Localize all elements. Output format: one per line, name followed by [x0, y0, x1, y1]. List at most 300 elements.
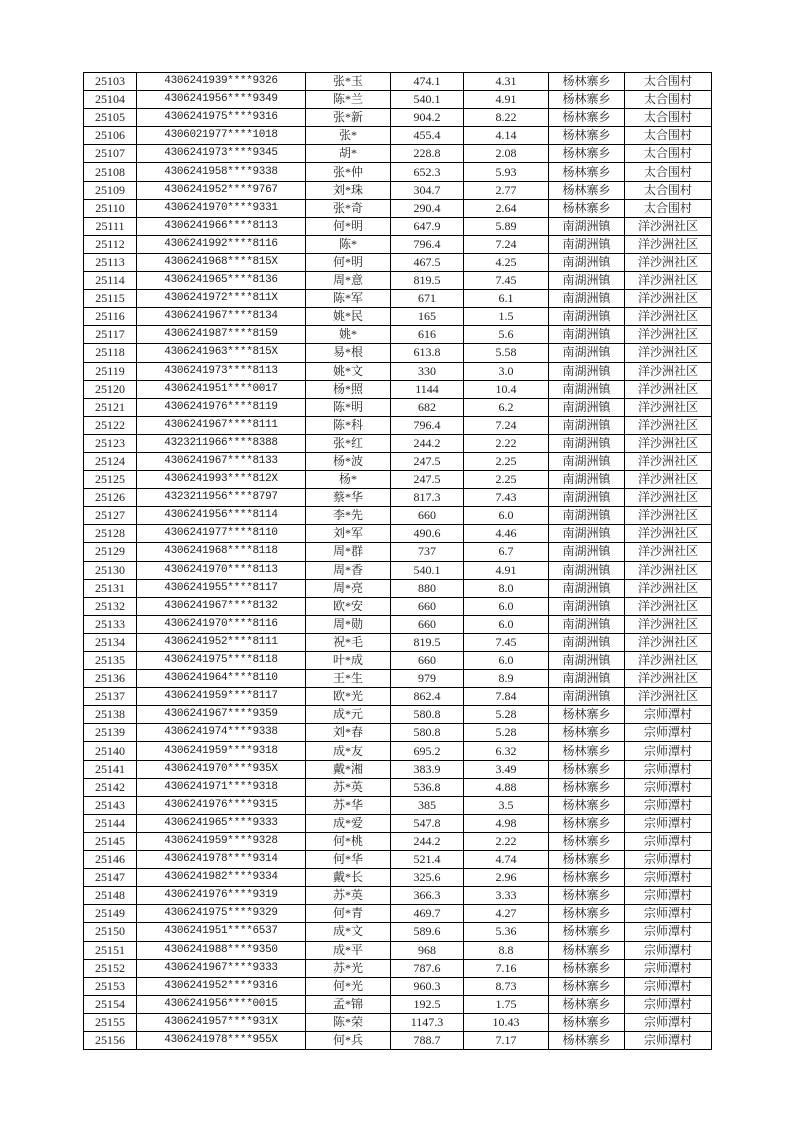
- cell-row-number: 25138: [84, 706, 137, 724]
- cell-village: 洋沙洲社区: [625, 290, 712, 308]
- table-row: [84, 995, 712, 1013]
- cell-township: 杨林寨乡: [549, 941, 625, 959]
- cell-row-number: 25121: [84, 398, 137, 416]
- cell-id-number: 4306241964****8110: [137, 670, 306, 688]
- cell-row-number: 25140: [84, 742, 137, 760]
- cell-area: 455.4: [391, 127, 464, 145]
- table-row: [84, 887, 712, 905]
- table-row: [84, 579, 712, 597]
- cell-id-number: 4306241976****9319: [137, 887, 306, 905]
- cell-village: 洋沙洲社区: [625, 272, 712, 290]
- cell-area: 540.1: [391, 561, 464, 579]
- cell-name: 姚*文: [306, 362, 391, 380]
- cell-area: 383.9: [391, 760, 464, 778]
- cell-village: 洋沙洲社区: [625, 434, 712, 452]
- cell-amount: 6.0: [464, 597, 549, 615]
- cell-name: 张*仲: [306, 163, 391, 181]
- cell-id-number: 4306241976****9315: [137, 796, 306, 814]
- cell-row-number: 25112: [84, 235, 137, 253]
- records-table-body: [84, 73, 712, 1050]
- cell-village: 太合围村: [625, 127, 712, 145]
- cell-name: 周*群: [306, 543, 391, 561]
- cell-row-number: 25126: [84, 489, 137, 507]
- cell-township: 杨林寨乡: [549, 73, 625, 91]
- cell-village: 太合围村: [625, 163, 712, 181]
- table-row: [84, 1013, 712, 1031]
- cell-row-number: 25108: [84, 163, 137, 181]
- cell-name: 姚*: [306, 326, 391, 344]
- cell-name: 张*红: [306, 434, 391, 452]
- cell-id-number: 4306241988****9350: [137, 941, 306, 959]
- table-row: [84, 380, 712, 398]
- cell-row-number: 25111: [84, 217, 137, 235]
- cell-amount: 6.7: [464, 543, 549, 561]
- cell-row-number: 25144: [84, 814, 137, 832]
- cell-name: 陈*: [306, 235, 391, 253]
- cell-township: 杨林寨乡: [549, 1013, 625, 1031]
- cell-row-number: 25137: [84, 688, 137, 706]
- table-row: [84, 344, 712, 362]
- cell-id-number: 4306241959****9328: [137, 832, 306, 850]
- cell-township: 南湖洲镇: [549, 688, 625, 706]
- cell-name: 成*爱: [306, 814, 391, 832]
- cell-village: 洋沙洲社区: [625, 344, 712, 362]
- cell-row-number: 25154: [84, 995, 137, 1013]
- cell-village: 洋沙洲社区: [625, 380, 712, 398]
- cell-township: 南湖洲镇: [549, 633, 625, 651]
- cell-row-number: 25110: [84, 199, 137, 217]
- cell-name: 欧*光: [306, 688, 391, 706]
- cell-name: 刘*珠: [306, 181, 391, 199]
- cell-row-number: 25129: [84, 543, 137, 561]
- cell-id-number: 4306241956****9349: [137, 91, 306, 109]
- cell-name: 何*光: [306, 977, 391, 995]
- cell-name: 戴*长: [306, 869, 391, 887]
- cell-name: 何*兵: [306, 1031, 391, 1049]
- cell-township: 杨林寨乡: [549, 869, 625, 887]
- cell-id-number: 4306241975****8118: [137, 652, 306, 670]
- cell-village: 洋沙洲社区: [625, 452, 712, 470]
- cell-village: 宗师潭村: [625, 923, 712, 941]
- cell-village: 洋沙洲社区: [625, 471, 712, 489]
- cell-amount: 5.58: [464, 344, 549, 362]
- cell-id-number: 4306241970****935X: [137, 760, 306, 778]
- cell-amount: 5.93: [464, 163, 549, 181]
- table-row: [84, 416, 712, 434]
- cell-area: 695.2: [391, 742, 464, 760]
- cell-amount: 6.2: [464, 398, 549, 416]
- cell-amount: 2.22: [464, 434, 549, 452]
- cell-amount: 7.43: [464, 489, 549, 507]
- cell-id-number: 4306241957****931X: [137, 1013, 306, 1031]
- cell-township: 南湖洲镇: [549, 489, 625, 507]
- cell-amount: 4.98: [464, 814, 549, 832]
- cell-area: 469.7: [391, 905, 464, 923]
- cell-row-number: 25155: [84, 1013, 137, 1031]
- cell-id-number: 4306241978****9314: [137, 851, 306, 869]
- cell-row-number: 25103: [84, 73, 137, 91]
- cell-village: 洋沙洲社区: [625, 362, 712, 380]
- cell-name: 杨*照: [306, 380, 391, 398]
- cell-id-number: 4306241956****8114: [137, 507, 306, 525]
- cell-area: 521.4: [391, 851, 464, 869]
- cell-amount: 3.33: [464, 887, 549, 905]
- cell-area: 616: [391, 326, 464, 344]
- cell-township: 南湖洲镇: [549, 579, 625, 597]
- table-row: [84, 905, 712, 923]
- cell-id-number: 4306241965****8136: [137, 272, 306, 290]
- cell-amount: 7.24: [464, 416, 549, 434]
- cell-area: 304.7: [391, 181, 464, 199]
- cell-amount: 3.0: [464, 362, 549, 380]
- cell-id-number: 4306241952****9316: [137, 977, 306, 995]
- cell-amount: 5.36: [464, 923, 549, 941]
- cell-village: 宗师潭村: [625, 724, 712, 742]
- cell-row-number: 25120: [84, 380, 137, 398]
- cell-amount: 4.14: [464, 127, 549, 145]
- cell-area: 247.5: [391, 452, 464, 470]
- cell-township: 南湖洲镇: [549, 525, 625, 543]
- table-row: [84, 73, 712, 91]
- table-row: [84, 941, 712, 959]
- cell-id-number: 4306241970****8116: [137, 615, 306, 633]
- cell-area: 165: [391, 308, 464, 326]
- cell-area: 819.5: [391, 272, 464, 290]
- cell-village: 宗师潭村: [625, 995, 712, 1013]
- cell-township: 杨林寨乡: [549, 995, 625, 1013]
- cell-village: 宗师潭村: [625, 814, 712, 832]
- cell-id-number: 4306241975****9316: [137, 109, 306, 127]
- cell-row-number: 25118: [84, 344, 137, 362]
- table-row: [84, 434, 712, 452]
- cell-township: 南湖洲镇: [549, 308, 625, 326]
- cell-township: 杨林寨乡: [549, 887, 625, 905]
- cell-township: 杨林寨乡: [549, 814, 625, 832]
- cell-area: 580.8: [391, 724, 464, 742]
- cell-village: 宗师潭村: [625, 796, 712, 814]
- cell-id-number: 4306241951****6537: [137, 923, 306, 941]
- cell-name: 胡*: [306, 145, 391, 163]
- table-row: [84, 362, 712, 380]
- cell-village: 宗师潭村: [625, 869, 712, 887]
- cell-township: 杨林寨乡: [549, 1031, 625, 1049]
- cell-id-number: 4306241952****9767: [137, 181, 306, 199]
- cell-area: 880: [391, 579, 464, 597]
- cell-township: 南湖洲镇: [549, 416, 625, 434]
- cell-amount: 6.0: [464, 615, 549, 633]
- cell-name: 欧*安: [306, 597, 391, 615]
- cell-name: 张*玉: [306, 73, 391, 91]
- cell-village: 宗师潭村: [625, 706, 712, 724]
- cell-row-number: 25151: [84, 941, 137, 959]
- cell-name: 叶*成: [306, 652, 391, 670]
- cell-id-number: 4306241963****815X: [137, 344, 306, 362]
- cell-township: 杨林寨乡: [549, 851, 625, 869]
- cell-township: 杨林寨乡: [549, 923, 625, 941]
- cell-village: 太合围村: [625, 199, 712, 217]
- cell-township: 南湖洲镇: [549, 344, 625, 362]
- cell-name: 李*先: [306, 507, 391, 525]
- cell-area: 589.6: [391, 923, 464, 941]
- cell-township: 南湖洲镇: [549, 326, 625, 344]
- cell-area: 660: [391, 597, 464, 615]
- cell-township: 杨林寨乡: [549, 181, 625, 199]
- cell-township: 杨林寨乡: [549, 742, 625, 760]
- table-row: [84, 109, 712, 127]
- cell-area: 536.8: [391, 778, 464, 796]
- cell-name: 周*亮: [306, 579, 391, 597]
- cell-village: 宗师潭村: [625, 760, 712, 778]
- cell-name: 周*香: [306, 561, 391, 579]
- cell-name: 成*平: [306, 941, 391, 959]
- cell-name: 杨*: [306, 471, 391, 489]
- cell-row-number: 25145: [84, 832, 137, 850]
- table-row: [84, 724, 712, 742]
- table-row: [84, 597, 712, 615]
- cell-name: 何*青: [306, 905, 391, 923]
- cell-amount: 10.4: [464, 380, 549, 398]
- cell-name: 易*根: [306, 344, 391, 362]
- table-row: [84, 688, 712, 706]
- cell-township: 南湖洲镇: [549, 362, 625, 380]
- cell-row-number: 25105: [84, 109, 137, 127]
- table-row: [84, 290, 712, 308]
- cell-area: 796.4: [391, 235, 464, 253]
- cell-row-number: 25136: [84, 670, 137, 688]
- cell-id-number: 4306241939****9326: [137, 73, 306, 91]
- cell-name: 杨*波: [306, 452, 391, 470]
- cell-amount: 5.89: [464, 217, 549, 235]
- table-row: [84, 851, 712, 869]
- cell-village: 宗师潭村: [625, 959, 712, 977]
- table-row: [84, 308, 712, 326]
- cell-amount: 2.08: [464, 145, 549, 163]
- cell-area: 979: [391, 670, 464, 688]
- cell-id-number: 4306241967****8134: [137, 308, 306, 326]
- cell-row-number: 25124: [84, 452, 137, 470]
- cell-village: 宗师潭村: [625, 742, 712, 760]
- cell-area: 290.4: [391, 199, 464, 217]
- cell-id-number: 4306241959****9318: [137, 742, 306, 760]
- cell-amount: 6.1: [464, 290, 549, 308]
- cell-amount: 2.96: [464, 869, 549, 887]
- cell-village: 洋沙洲社区: [625, 416, 712, 434]
- cell-amount: 8.0: [464, 579, 549, 597]
- cell-row-number: 25135: [84, 652, 137, 670]
- cell-id-number: 4306241975****9329: [137, 905, 306, 923]
- cell-township: 杨林寨乡: [549, 91, 625, 109]
- cell-id-number: 4306241959****8117: [137, 688, 306, 706]
- table-row: [84, 91, 712, 109]
- cell-area: 1147.3: [391, 1013, 464, 1031]
- cell-township: 杨林寨乡: [549, 724, 625, 742]
- cell-township: 南湖洲镇: [549, 290, 625, 308]
- table-row: [84, 199, 712, 217]
- cell-village: 宗师潭村: [625, 887, 712, 905]
- table-row: [84, 977, 712, 995]
- table-row: [84, 959, 712, 977]
- cell-area: 904.2: [391, 109, 464, 127]
- cell-township: 南湖洲镇: [549, 597, 625, 615]
- cell-id-number: 4306241956****0015: [137, 995, 306, 1013]
- cell-township: 杨林寨乡: [549, 760, 625, 778]
- cell-area: 228.8: [391, 145, 464, 163]
- cell-area: 968: [391, 941, 464, 959]
- cell-id-number: 4306241967****9333: [137, 959, 306, 977]
- cell-village: 洋沙洲社区: [625, 253, 712, 271]
- cell-area: 817.3: [391, 489, 464, 507]
- cell-village: 太合围村: [625, 73, 712, 91]
- cell-name: 张*: [306, 127, 391, 145]
- cell-area: 660: [391, 652, 464, 670]
- table-row: [84, 760, 712, 778]
- cell-village: 宗师潭村: [625, 977, 712, 995]
- cell-village: 宗师潭村: [625, 1031, 712, 1049]
- cell-area: 788.7: [391, 1031, 464, 1049]
- cell-row-number: 25116: [84, 308, 137, 326]
- cell-row-number: 25149: [84, 905, 137, 923]
- cell-row-number: 25125: [84, 471, 137, 489]
- table-row: [84, 923, 712, 941]
- cell-id-number: 4306241952****8111: [137, 633, 306, 651]
- cell-amount: 4.74: [464, 851, 549, 869]
- cell-township: 杨林寨乡: [549, 977, 625, 995]
- cell-row-number: 25133: [84, 615, 137, 633]
- table-row: [84, 398, 712, 416]
- cell-id-number: 4306241967****8111: [137, 416, 306, 434]
- cell-amount: 5.6: [464, 326, 549, 344]
- cell-township: 南湖洲镇: [549, 272, 625, 290]
- cell-amount: 5.28: [464, 724, 549, 742]
- cell-row-number: 25148: [84, 887, 137, 905]
- cell-area: 671: [391, 290, 464, 308]
- cell-area: 330: [391, 362, 464, 380]
- cell-row-number: 25152: [84, 959, 137, 977]
- cell-name: 张*奇: [306, 199, 391, 217]
- table-row: [84, 869, 712, 887]
- cell-village: 洋沙洲社区: [625, 235, 712, 253]
- cell-township: 杨林寨乡: [549, 796, 625, 814]
- cell-village: 太合围村: [625, 109, 712, 127]
- cell-amount: 4.25: [464, 253, 549, 271]
- cell-name: 王*生: [306, 670, 391, 688]
- cell-name: 成*文: [306, 923, 391, 941]
- cell-row-number: 25150: [84, 923, 137, 941]
- cell-area: 474.1: [391, 73, 464, 91]
- cell-area: 647.9: [391, 217, 464, 235]
- cell-row-number: 25156: [84, 1031, 137, 1049]
- cell-amount: 7.16: [464, 959, 549, 977]
- cell-row-number: 25131: [84, 579, 137, 597]
- cell-township: 南湖洲镇: [549, 652, 625, 670]
- cell-amount: 2.22: [464, 832, 549, 850]
- cell-row-number: 25119: [84, 362, 137, 380]
- table-row: [84, 670, 712, 688]
- cell-name: 刘*春: [306, 724, 391, 742]
- cell-amount: 8.73: [464, 977, 549, 995]
- cell-row-number: 25106: [84, 127, 137, 145]
- cell-village: 洋沙洲社区: [625, 561, 712, 579]
- cell-area: 385: [391, 796, 464, 814]
- cell-village: 洋沙洲社区: [625, 525, 712, 543]
- cell-amount: 2.64: [464, 199, 549, 217]
- cell-row-number: 25134: [84, 633, 137, 651]
- cell-name: 何*明: [306, 253, 391, 271]
- cell-area: 1144: [391, 380, 464, 398]
- cell-row-number: 25123: [84, 434, 137, 452]
- cell-amount: 4.88: [464, 778, 549, 796]
- cell-id-number: 4306241968****815X: [137, 253, 306, 271]
- cell-row-number: 25113: [84, 253, 137, 271]
- cell-township: 南湖洲镇: [549, 471, 625, 489]
- cell-amount: 4.46: [464, 525, 549, 543]
- cell-name: 何*桃: [306, 832, 391, 850]
- table-row: [84, 489, 712, 507]
- cell-id-number: 4323211966****8388: [137, 434, 306, 452]
- cell-amount: 5.28: [464, 706, 549, 724]
- table-row: [84, 778, 712, 796]
- cell-village: 宗师潭村: [625, 832, 712, 850]
- cell-area: 737: [391, 543, 464, 561]
- cell-row-number: 25139: [84, 724, 137, 742]
- table-row: [84, 742, 712, 760]
- cell-id-number: 4306241976****8119: [137, 398, 306, 416]
- cell-amount: 4.31: [464, 73, 549, 91]
- cell-name: 蔡*华: [306, 489, 391, 507]
- cell-id-number: 4306241966****8113: [137, 217, 306, 235]
- cell-village: 洋沙洲社区: [625, 633, 712, 651]
- table-row: [84, 543, 712, 561]
- cell-village: 宗师潭村: [625, 778, 712, 796]
- cell-name: 何*明: [306, 217, 391, 235]
- cell-amount: 1.75: [464, 995, 549, 1013]
- cell-row-number: 25130: [84, 561, 137, 579]
- table-row: [84, 1031, 712, 1049]
- cell-row-number: 25128: [84, 525, 137, 543]
- cell-id-number: 4306241965****9333: [137, 814, 306, 832]
- cell-name: 陈*兰: [306, 91, 391, 109]
- cell-area: 580.8: [391, 706, 464, 724]
- table-row: [84, 326, 712, 344]
- cell-row-number: 25143: [84, 796, 137, 814]
- cell-area: 244.2: [391, 832, 464, 850]
- cell-row-number: 25117: [84, 326, 137, 344]
- cell-village: 宗师潭村: [625, 1013, 712, 1031]
- cell-id-number: 4306241971****9318: [137, 778, 306, 796]
- cell-township: 南湖洲镇: [549, 543, 625, 561]
- cell-id-number: 4306241978****955X: [137, 1031, 306, 1049]
- cell-township: 杨林寨乡: [549, 832, 625, 850]
- cell-amount: 4.91: [464, 561, 549, 579]
- cell-village: 洋沙洲社区: [625, 308, 712, 326]
- table-row: [84, 507, 712, 525]
- cell-id-number: 4306241955****8117: [137, 579, 306, 597]
- cell-id-number: 4306241951****0017: [137, 380, 306, 398]
- cell-village: 洋沙洲社区: [625, 670, 712, 688]
- cell-area: 244.2: [391, 434, 464, 452]
- cell-area: 547.8: [391, 814, 464, 832]
- cell-name: 成*元: [306, 706, 391, 724]
- cell-area: 787.6: [391, 959, 464, 977]
- table-row: [84, 235, 712, 253]
- cell-amount: 2.77: [464, 181, 549, 199]
- cell-amount: 6.32: [464, 742, 549, 760]
- table-row: [84, 796, 712, 814]
- cell-name: 孟*锦: [306, 995, 391, 1013]
- cell-village: 太合围村: [625, 145, 712, 163]
- table-row: [84, 181, 712, 199]
- cell-id-number: 4306241993****812X: [137, 471, 306, 489]
